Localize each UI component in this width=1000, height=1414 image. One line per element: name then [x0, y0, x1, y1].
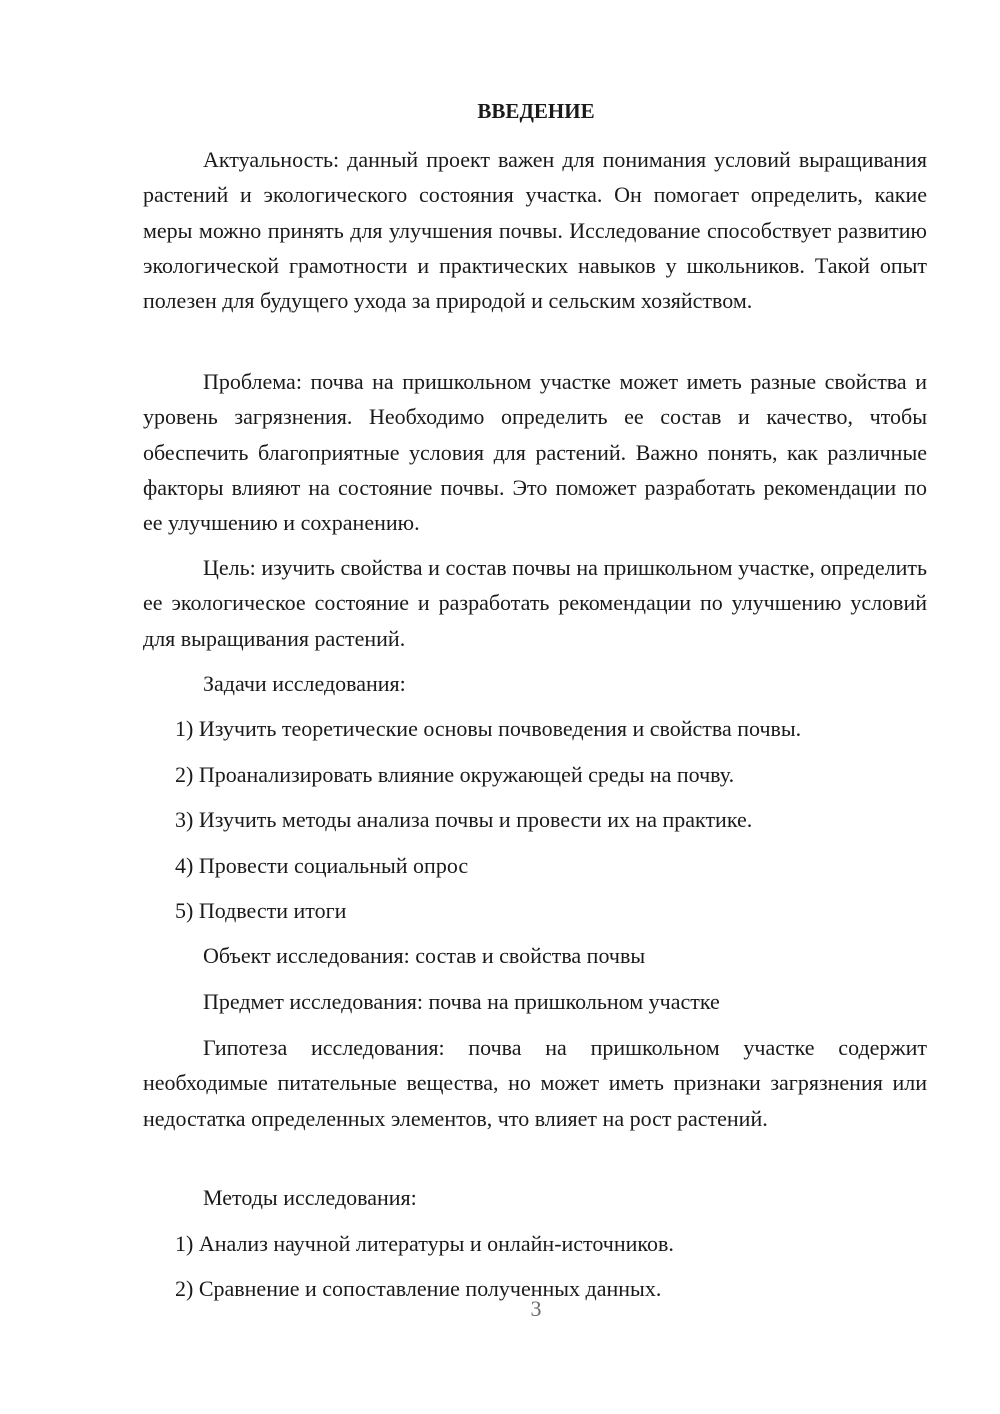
method-item: 2) Сравнение и сопоставление полученных данных. — [175, 1276, 662, 1301]
task-item: 4) Провести социальный опрос — [175, 853, 469, 878]
task-item: 5) Подвести итоги — [175, 898, 347, 923]
page-title: ВВЕДЕНИЕ — [477, 99, 595, 123]
task-item: 1) Изучить теоретические основы почвоведения и свойства почвы. — [175, 716, 802, 741]
paragraph-problem: Проблема: почва на пришкольном участке может иметь разные свойства и уровень загрязнения. Необходимо определить ее состав и качество, чтобы обеспечить благоприятные условия для растений. Важно понять, как различные факторы влияют на состояние почвы. Это поможет разработать рекомендации по ее улучшению и сохранению. — [143, 369, 927, 536]
tasks-heading: Задачи исследования: — [203, 671, 406, 696]
research-object: Объект исследования: состав и свойства почвы — [203, 943, 646, 968]
paragraph-goal: Цель: изучить свойства и состав почвы на пришкольном участке, определить ее экологическое состояние и разработать рекомендации по улучшению условий для выращивания растений. — [143, 555, 927, 651]
methods-heading: Методы исследования: — [203, 1185, 417, 1210]
paragraph-relevance: Актуальность: данный проект важен для понимания условий выращивания растений и экологического состояния участка. Он помогает определить, какие меры можно принять для улучшения почвы. Исследование способствует развитию экологической грамотности и практических навыков у школьников. Такой опыт полезен для будущего ухода за природой и сельским хозяйством. — [143, 147, 927, 314]
task-item: 2) Проанализировать влияние окружающей среды на почву. — [175, 762, 735, 787]
method-item: 1) Анализ научной литературы и онлайн-источников. — [175, 1231, 674, 1256]
page-number: 3 — [530, 1296, 542, 1321]
paragraph-hypothesis: Гипотеза исследования: почва на пришкольном участке содержит необходимые питательные вещества, но может иметь признаки загрязнения или недостатка определенных элементов, что влияет на рост растений. — [143, 1035, 927, 1131]
research-subject: Предмет исследования: почва на пришкольном участке — [203, 989, 720, 1014]
task-item: 3) Изучить методы анализа почвы и провести их на практике. — [175, 807, 753, 832]
